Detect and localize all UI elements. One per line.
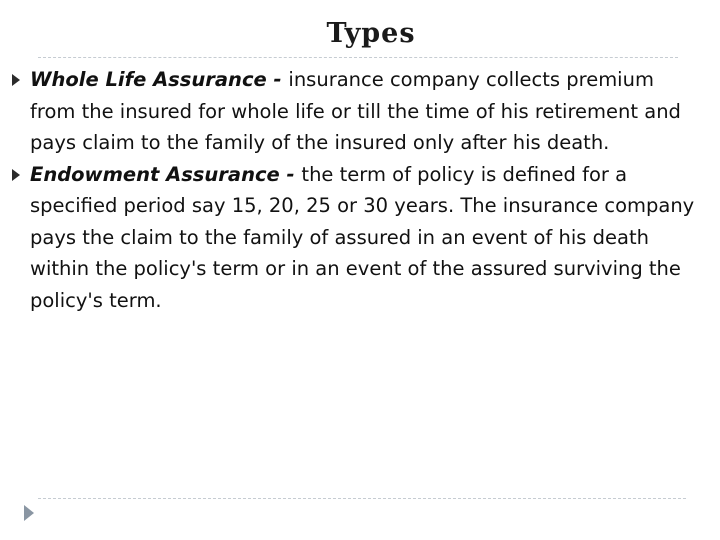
triangle-nav-icon[interactable] bbox=[24, 505, 34, 521]
footer-divider bbox=[38, 498, 686, 499]
bullet-item-whole-life bbox=[0, 64, 700, 159]
bullet-item-endowment bbox=[0, 159, 700, 317]
slide-title: Types bbox=[326, 18, 416, 49]
bullet-list bbox=[0, 64, 700, 316]
bullet-text: insurance company collects premium from the insured for whole life or till the time of his retirement and pays claim to the family of the insured only after his death. bbox=[30, 68, 681, 154]
triangle-bullet-icon bbox=[12, 74, 20, 86]
bullet-term: Endowment Assurance - bbox=[30, 162, 302, 186]
triangle-bullet-icon bbox=[12, 169, 20, 181]
bullet-text: the term of policy is defined for a specified period say 15, 20, 25 or 30 years. The insurance company pays the claim to the family of assured in an event of his death within the policy's term or in an event of the assured surviving the policy's term. bbox=[30, 162, 695, 312]
bullet-term: Whole Life Assurance - bbox=[30, 68, 289, 91]
title-divider bbox=[38, 57, 678, 58]
